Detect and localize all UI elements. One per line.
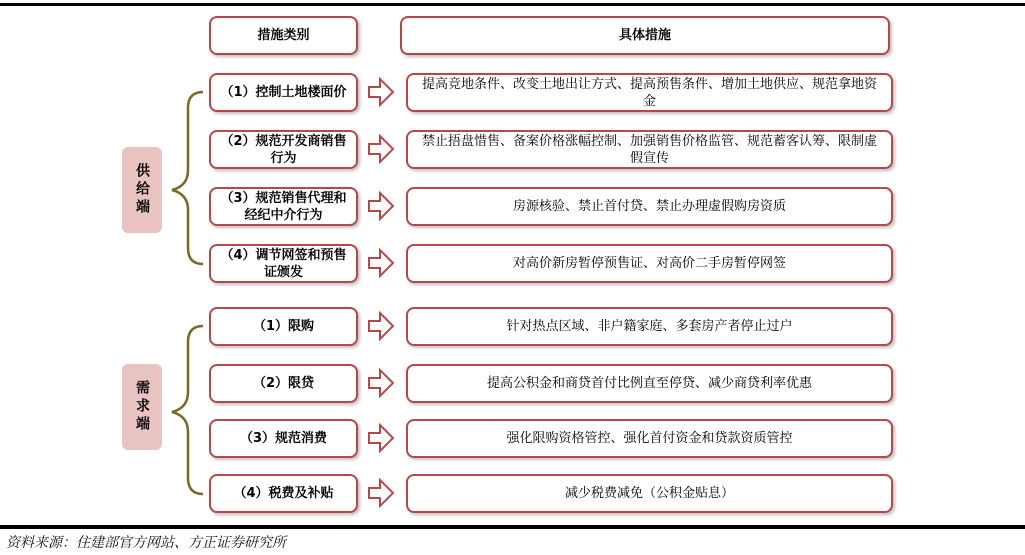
header-category: 措施类别 [209, 16, 358, 55]
measure-box: 提高竞地条件、改变土地出让方式、提高预售条件、增加土地供应、规范拿地资金 [406, 73, 893, 112]
arrow-icon [369, 480, 393, 506]
category-box: （4）调节网签和预售证颁发 [209, 244, 358, 283]
measure-box: 禁止捂盘惜售、备案价格涨幅控制、加强销售价格监管、规范蓄客认筹、限制虚假宣传 [406, 130, 893, 169]
bottom-rule [0, 525, 1025, 529]
supply-brace [172, 92, 203, 264]
header-measure: 具体措施 [400, 16, 890, 55]
arrow-icon [369, 136, 393, 162]
arrow-icon [369, 250, 393, 276]
category-box: （4）税费及补贴 [209, 474, 358, 513]
measure-box: 减少税费减免（公积金贴息） [406, 474, 893, 513]
source-note: 资料来源：住建部官方网站、方正证券研究所 [6, 535, 286, 551]
sidebar-supply: 供给端 [122, 147, 162, 233]
measure-box: 针对热点区域、非户籍家庭、多套房产者停止过户 [406, 307, 893, 346]
category-box: （2）限贷 [209, 364, 358, 403]
arrow-icon [369, 370, 393, 396]
demand-brace [172, 326, 203, 494]
top-rule [0, 3, 1025, 6]
category-box: （3）规范销售代理和经纪中介行为 [209, 187, 358, 226]
sidebar-demand: 需求端 [122, 364, 162, 450]
arrow-icon [369, 425, 393, 451]
arrow-icon [369, 193, 393, 219]
measure-box: 对高价新房暂停预售证、对高价二手房暂停网签 [406, 244, 893, 283]
category-box: （1）控制土地楼面价 [209, 73, 358, 112]
category-box: （2）规范开发商销售行为 [209, 130, 358, 169]
measure-box: 强化限购资格管控、强化首付资金和贷款资质管控 [406, 419, 893, 458]
category-box: （1）限购 [209, 307, 358, 346]
measure-box: 提高公积金和商贷首付比例直至停贷、减少商贷利率优惠 [406, 364, 893, 403]
arrow-icon [369, 79, 393, 105]
category-box: （3）规范消费 [209, 419, 358, 458]
arrow-icon [369, 313, 393, 339]
measure-box: 房源核验、禁止首付贷、禁止办理虚假购房资质 [406, 187, 893, 226]
